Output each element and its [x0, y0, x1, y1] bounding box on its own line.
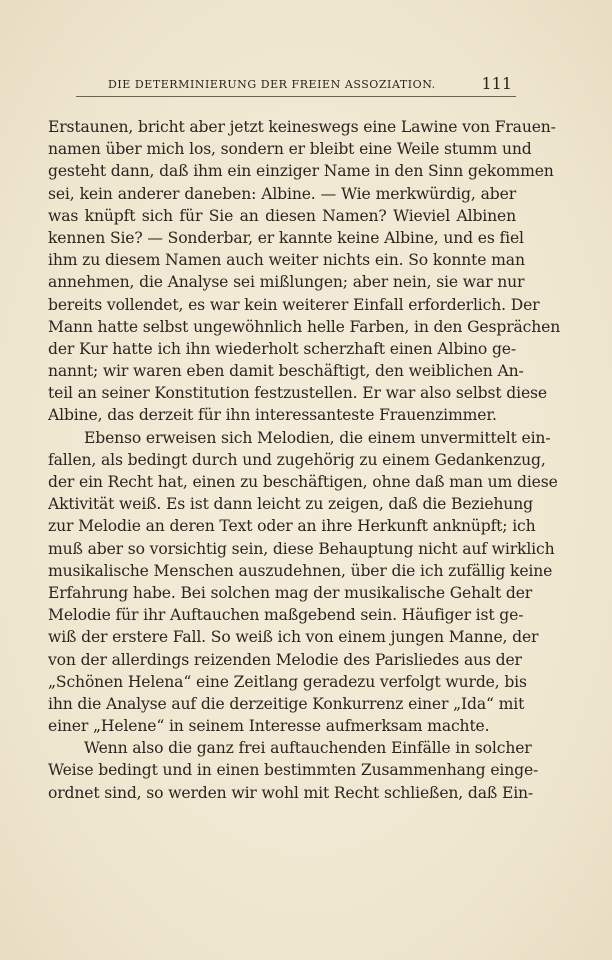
- text-line: teil an seiner Konstitution festzustellen. Er war also selbst diese: [48, 384, 547, 403]
- text-line: muß aber so vorsichtig sein, diese Behauptung nicht auf wirklich: [48, 539, 555, 558]
- text-line: fallen, als bedingt durch und zugehörig zu einem Gedankenzug,: [48, 450, 546, 469]
- text-line: zur Melodie an deren Text oder an ihre Herkunft anknüpft; ich: [48, 517, 536, 536]
- text-line: namen über mich los, sondern er bleibt eine Weile stumm und: [48, 140, 532, 159]
- body-text: [48, 116, 561, 804]
- text-line: nannt; wir waren eben damit beschäftigt, den weiblichen An-: [48, 362, 524, 381]
- text-line: „Schönen Helena“ eine Zeitlang geradezu verfolgt wurde, bis: [48, 672, 527, 691]
- text-line: Erfahrung habe. Bei solchen mag der musikalische Gehalt der: [48, 583, 533, 602]
- text-line: was knüpft sich für Sie an diesen Namen? Wieviel Albinen: [48, 206, 516, 225]
- text-line: Melodie für ihr Auftauchen maßgebend sein. Häufiger ist ge-: [48, 606, 524, 625]
- page-header: [76, 74, 516, 97]
- text-line: Aktivität weiß. Es ist dann leicht zu zeigen, daß die Beziehung: [48, 495, 533, 514]
- text-line: Weise bedingt und in einen bestimmten Zusammenhang einge-: [48, 761, 539, 780]
- text-line: Mann hatte selbst ungewöhnlich helle Farben, in den Gesprächen: [48, 317, 561, 336]
- text-line: musikalische Menschen auszudehnen, über die ich zufällig keine: [48, 561, 553, 580]
- text-line: annehmen, die Analyse sei mißlungen; aber nein, sie war nur: [48, 273, 525, 292]
- text-line: der ein Recht hat, einen zu beschäftigen, ohne daß man um diese: [48, 473, 558, 491]
- text-line: Erstaunen, bricht aber jetzt keineswegs eine Lawine von Frauen-: [48, 118, 556, 136]
- text-line: ihn die Analyse auf die derzeitige Konkurrenz einer „Ida“ mit: [48, 694, 525, 713]
- text-line: sei, kein anderer daneben: Albine. — Wie merkwürdig, aber: [48, 184, 516, 203]
- text-line: ordnet sind, so werden wir wohl mit Recht schließen, daß Ein-: [48, 783, 534, 802]
- text-line: bereits vollendet, es war kein weiterer Einfall erforderlich. Der: [48, 295, 540, 314]
- text-line: ihm zu diesem Namen auch weiter nichts ein. So konnte man: [48, 251, 525, 270]
- text-line: wiß der erstere Fall. So weiß ich von einem jungen Manne, der: [48, 628, 539, 647]
- text-line: einer „Helene“ in seinem Interesse aufmerksam machte.: [48, 717, 490, 736]
- running-head: DIE DETERMINIERUNG DER FREIEN ASSOZIATION.: [108, 78, 436, 91]
- text-line: Ebenso erweisen sich Melodien, die einem unvermittelt ein-: [84, 428, 551, 447]
- page-number: 111: [481, 74, 512, 93]
- text-line: kennen Sie? — Sonderbar, er kannte keine Albine, und es fiel: [48, 228, 524, 247]
- text-line: Wenn also die ganz frei auftauchenden Einfälle in solcher: [84, 739, 532, 758]
- text-line: der Kur hatte ich ihn wiederholt scherzhaft einen Albino ge-: [48, 339, 516, 358]
- text-line: gesteht dann, daß ihm ein einziger Name in den Sinn gekommen: [48, 162, 554, 181]
- text-line: von der allerdings reizenden Melodie des Parisliedes aus der: [48, 650, 522, 669]
- text-line: Albine, das derzeit für ihn interessanteste Frauenzimmer.: [48, 406, 497, 425]
